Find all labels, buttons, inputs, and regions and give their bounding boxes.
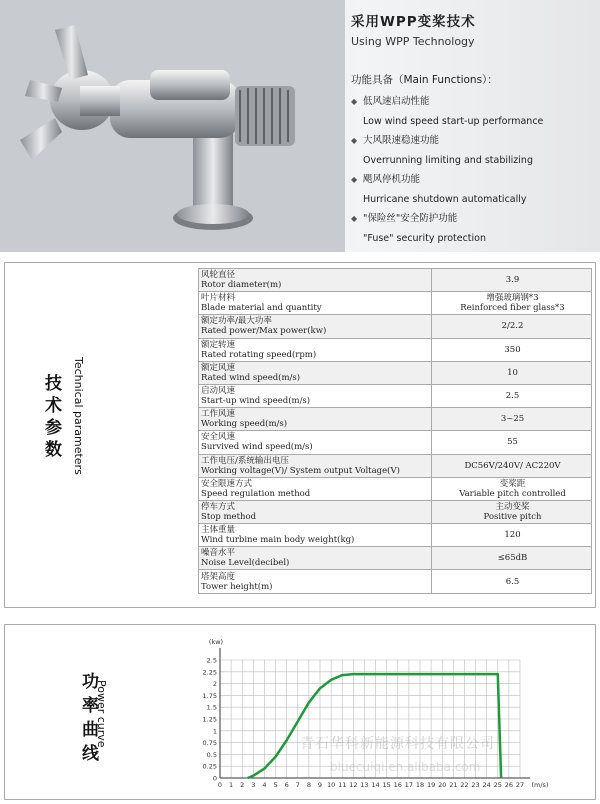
- spec-key-en: Start-up wind speed(m/s): [201, 396, 311, 407]
- spec-table: [198, 268, 592, 594]
- spec-value: [432, 384, 592, 407]
- x-tick-label: 27: [515, 781, 525, 789]
- spec-value: [432, 338, 592, 361]
- spec-key: [199, 269, 432, 292]
- spec-key-zh: 额定转速: [201, 339, 236, 350]
- x-tick-label: 0: [217, 781, 223, 789]
- spec-value: [432, 524, 592, 547]
- spec-value-sub: Reinforced fiber glass*3: [460, 303, 565, 314]
- function-item-en: Hurricane shutdown automatically: [363, 193, 527, 205]
- y-tick-label: 1.25: [202, 715, 217, 724]
- spec-key-zh: 工作风速: [201, 409, 236, 420]
- spec-value: [432, 570, 592, 593]
- y-tick-label: 0.75: [202, 739, 217, 748]
- spec-key-en: Blade material and quantity: [201, 303, 322, 314]
- spec-row: [199, 269, 592, 292]
- x-tick-label: 18: [415, 781, 425, 789]
- function-item-en: Overrunning limiting and stabilizing: [363, 154, 533, 166]
- spec-key-zh: 启动风速: [201, 386, 236, 397]
- y-tick-label: 1.5: [206, 703, 217, 712]
- spec-value: [432, 361, 592, 384]
- spec-key-zh: 额定风速: [201, 362, 236, 373]
- spec-value-main: 350: [504, 344, 521, 355]
- spec-value-main: 55: [507, 437, 518, 448]
- bullet-icon: ◆: [351, 97, 358, 106]
- spec-row: [199, 315, 592, 338]
- spec-row: [199, 454, 592, 477]
- spec-value-main: 2/2.2: [501, 321, 524, 332]
- wind-turbine-photo: [0, 0, 345, 252]
- function-item: ◆ 飓风停机功能: [345, 170, 600, 190]
- spec-key-en: Noise Level(decibel): [201, 558, 290, 569]
- spec-row: [199, 477, 592, 500]
- x-tick-label: 22: [460, 781, 469, 789]
- x-tick-label: 3: [251, 781, 256, 789]
- spec-key-zh: 塔架高度: [201, 571, 236, 582]
- spec-value-main: 主动变桨: [495, 501, 530, 512]
- function-item: ◆ "保险丝"安全防护功能: [345, 209, 600, 229]
- spec-key-en: Wind turbine main body weight(kg): [201, 535, 355, 546]
- curve-label-zh: 功 率 曲 线: [82, 672, 99, 764]
- x-tick-label: 21: [449, 781, 458, 789]
- spec-key-en: Stop method: [201, 511, 257, 522]
- spec-key-zh: 叶片材料: [201, 293, 236, 304]
- y-tick-label: 2: [212, 680, 217, 689]
- spec-key-en: Rated rotating speed(rpm): [201, 349, 317, 360]
- x-tick-label: 8: [306, 781, 311, 789]
- spec-label-zh: 技 术 参 数: [45, 374, 62, 460]
- bullet-icon: ◆: [351, 136, 358, 145]
- function-item-en: Low wind speed start-up performance: [363, 115, 544, 127]
- y-tick-label: 0: [212, 774, 217, 783]
- spec-value-main: 增强玻璃钢*3: [486, 293, 539, 304]
- y-tick-label: 0.5: [206, 750, 217, 759]
- spec-value-main: 3.9: [505, 275, 520, 286]
- spec-key-en: Survived wind speed(m/s): [201, 442, 313, 453]
- spec-value: [432, 500, 592, 523]
- spec-key-zh: 安全风速: [201, 432, 236, 443]
- spec-key-en: Rotor diameter(m): [201, 280, 282, 291]
- y-tick-label: 2.5: [206, 656, 217, 665]
- spec-row: [199, 338, 592, 361]
- spec-key-zh: 风轮直径: [201, 270, 236, 281]
- title-zh: 采用WPP变桨技术: [351, 14, 476, 30]
- spec-value: [432, 292, 592, 315]
- spec-key-en: Rated power/Max power(kw): [201, 326, 327, 337]
- x-tick-label: 15: [382, 781, 391, 789]
- y-tick-label: 2.25: [202, 668, 217, 677]
- spec-row: [199, 431, 592, 454]
- x-tick-label: 14: [371, 781, 380, 789]
- spec-key-zh: 噪音水平: [201, 548, 236, 559]
- spec-value-main: 120: [504, 530, 521, 541]
- spec-value: [432, 408, 592, 431]
- x-tick-label: 20: [438, 781, 447, 789]
- spec-key: [199, 315, 432, 338]
- spec-key: [199, 338, 432, 361]
- spec-key-zh: 安全限速方式: [201, 478, 253, 489]
- spec-value: [432, 431, 592, 454]
- spec-row: [199, 570, 592, 593]
- watermark: 青石华科新能源科技有限公司: [300, 736, 495, 752]
- spec-value-main: 2.5: [505, 391, 520, 402]
- watermark-url: bluecuiqi.en.alibaba.com: [330, 760, 481, 774]
- bullet-icon: ◆: [351, 214, 358, 223]
- x-tick-label: 11: [338, 781, 347, 789]
- spec-key-en: Working voltage(V)/ System output Voltage(V): [201, 465, 400, 476]
- bullet-icon: ◆: [351, 175, 358, 184]
- x-tick-label: 24: [482, 781, 491, 789]
- x-tick-label: 12: [349, 781, 358, 789]
- y-tick-label: 1: [212, 727, 217, 736]
- spec-row: [199, 292, 592, 315]
- x-tick-label: 16: [393, 781, 402, 789]
- curve-label-en: Power curve: [95, 680, 108, 748]
- spec-key: [199, 500, 432, 523]
- spec-row: [199, 500, 592, 523]
- spec-value: [432, 269, 592, 292]
- x-tick-label: 23: [471, 781, 480, 789]
- x-tick-label: 9: [317, 781, 323, 789]
- spec-key-en: Tower height(m): [201, 581, 273, 592]
- spec-key: [199, 524, 432, 547]
- spec-key-zh: 停车方式: [201, 501, 236, 512]
- spec-key-en: Working speed(m/s): [201, 419, 288, 430]
- spec-value: [432, 454, 592, 477]
- spec-label-en: Technical parameters: [72, 357, 85, 475]
- header-text-panel: [345, 0, 600, 252]
- x-tick-label: 19: [426, 781, 436, 789]
- y-axis-unit: (kw): [208, 638, 224, 646]
- spec-key: [199, 292, 432, 315]
- power-curve-chart: [188, 630, 548, 800]
- spec-row: [199, 547, 592, 570]
- spec-value: [432, 547, 592, 570]
- spec-value-main: ≤65dB: [497, 553, 528, 564]
- spec-key: [199, 408, 432, 431]
- x-tick-label: 6: [284, 781, 289, 789]
- x-tick-label: 7: [295, 781, 300, 789]
- spec-label: [5, 263, 185, 607]
- x-tick-label: 1: [229, 781, 234, 789]
- function-item: ◆ 大风限速稳速功能: [345, 131, 600, 151]
- spec-key: [199, 454, 432, 477]
- title-en: Using WPP Technology: [351, 35, 475, 48]
- x-tick-label: 13: [360, 781, 369, 789]
- spec-value: [432, 477, 592, 500]
- x-tick-label: 17: [404, 781, 414, 789]
- spec-key-zh: 工作电压/系统输出电压: [201, 455, 289, 466]
- spec-key-en: Rated wind speed(m/s): [201, 372, 301, 383]
- spec-row: [199, 384, 592, 407]
- x-tick-label: 4: [262, 781, 267, 789]
- functions-list: [345, 92, 600, 248]
- spec-key-en: Speed regulation method: [201, 488, 311, 499]
- spec-key: [199, 547, 432, 570]
- spec-value-sub: Variable pitch controlled: [459, 488, 566, 499]
- spec-key: [199, 570, 432, 593]
- spec-key: [199, 431, 432, 454]
- spec-value-main: DC56V/240V/ AC220V: [464, 460, 561, 471]
- spec-row: [199, 408, 592, 431]
- y-tick-label: 0.25: [202, 762, 217, 771]
- spec-value-main: 变桨距: [499, 478, 526, 489]
- spec-key: [199, 477, 432, 500]
- x-tick-label: 26: [504, 781, 514, 789]
- x-tick-label: 5: [273, 781, 278, 789]
- spec-row: [199, 524, 592, 547]
- x-tick-label: 2: [240, 781, 245, 789]
- spec-key: [199, 384, 432, 407]
- x-tick-label: 10: [326, 781, 336, 789]
- function-item: ◆ 低风速启动性能: [345, 92, 600, 112]
- spec-value-main: 3~25: [500, 414, 525, 425]
- header-banner: [0, 0, 600, 252]
- x-axis-unit: (m/s): [531, 781, 548, 789]
- spec-key-zh: 额定功率/最大功率: [201, 316, 272, 327]
- spec-row: [199, 361, 592, 384]
- x-tick-label: 25: [493, 781, 502, 789]
- spec-value-main: 10: [507, 367, 518, 378]
- spec-value: [432, 315, 592, 338]
- functions-title: 功能具备（Main Functions）：: [351, 74, 498, 86]
- spec-value-sub: Positive pitch: [483, 511, 542, 522]
- spec-key: [199, 361, 432, 384]
- function-item-en: "Fuse" security protection: [363, 232, 486, 244]
- spec-value-main: 6.5: [505, 576, 520, 587]
- spec-key-zh: 主体重量: [201, 525, 236, 536]
- y-tick-label: 1.75: [202, 691, 217, 700]
